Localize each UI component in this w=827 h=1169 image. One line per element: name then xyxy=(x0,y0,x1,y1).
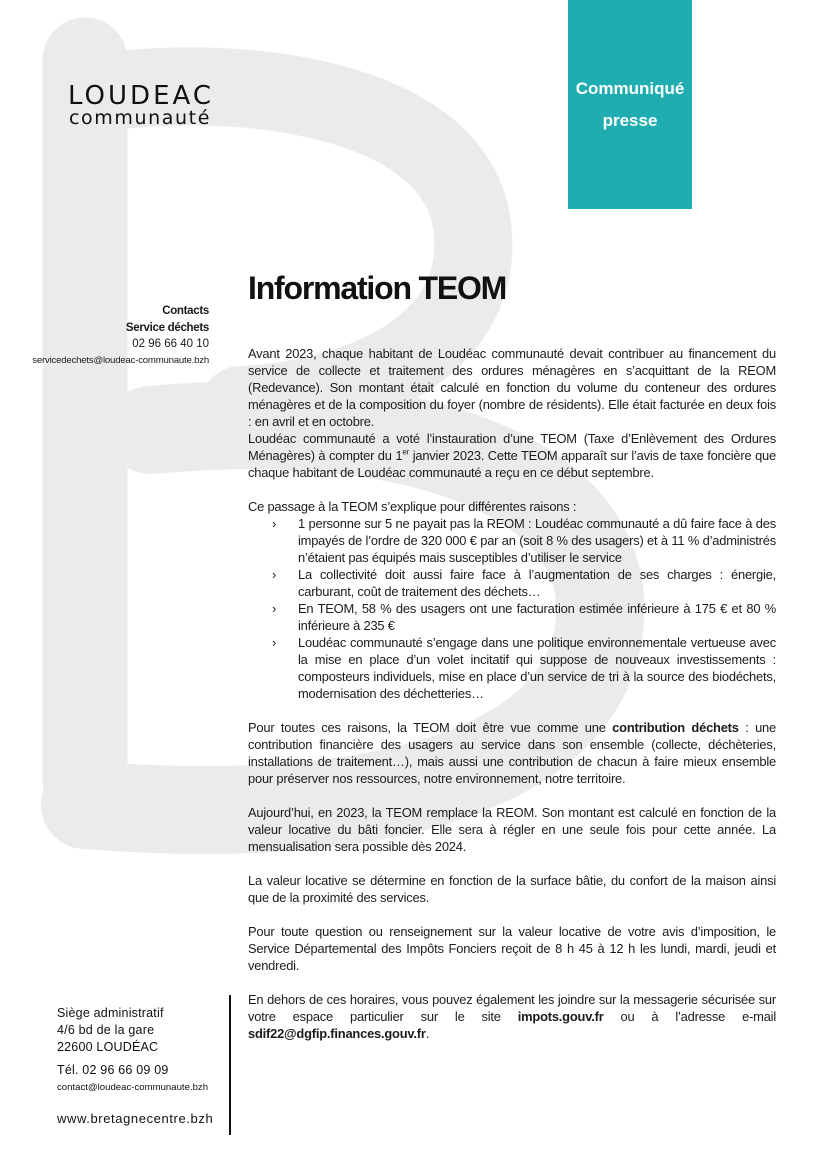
paragraph-4 xyxy=(248,719,776,787)
contacts-service: Service déchets xyxy=(125,321,209,334)
footer-address xyxy=(57,1005,213,1127)
p2-superscript: er xyxy=(402,447,410,457)
paragraph-7: Pour toute question ou renseignement sur la valeur locative de votre avis d’imposition, le Service Départemental des Impôts Fonciers reçoit de 8 h 45 à 12 h les lundi, mardi, jeudi et vendredi. xyxy=(248,924,776,973)
list-item xyxy=(248,515,776,566)
paragraph-6: La valeur locative se détermine en fonction de la surface bâtie, du confort de la maison ainsi que de la proximité des services. xyxy=(248,873,776,905)
sdif-email-link[interactable]: sdif22@dgfip.finances.gouv.fr xyxy=(248,1026,426,1041)
press-release-banner xyxy=(568,0,692,209)
list-item-text: 1 personne sur 5 ne payait pas la REOM : Loudéac communauté a dû faire face à des impayés de l’ordre de 320 000 € par an (soit 8 % des usagers) et à 11 % d’administrés n’étaient pas équipés mais susceptibles d’utiliser le service xyxy=(298,516,776,565)
paragraph-1: Avant 2023, chaque habitant de Loudéac communauté devait contribuer au financement du service de collecte et traitement des ordures ménagères en s’acquittant de la REOM (Redevance). Son montant était calculé en fonction du volume du conteneur des ordures ménagères et de la composition du foyer (nombre de résidents). Elle était facturée en deux fois : en avril et en octobre. xyxy=(248,346,776,429)
list-item xyxy=(248,634,776,702)
logo-subtitle: communauté xyxy=(69,107,211,129)
footer-email: contact@loudeac-communaute.bzh xyxy=(57,1082,209,1093)
reasons-list xyxy=(248,515,776,702)
list-item xyxy=(248,566,776,600)
paragraph-8 xyxy=(248,991,776,1042)
article-body xyxy=(248,345,776,1042)
paragraph-5: Aujourd’hui, en 2023, la TEOM remplace la REOM. Son montant est calculé en fonction de la valeur locative du bâti foncier. Elle sera à régler en une seule fois pour cette année. La mensualisation sera possible dès 2024. xyxy=(248,805,776,854)
p8-text-a: En dehors de ces horaires, vous pouvez également les joindre sur la messagerie sécurisée sur votre espace particulier sur le site xyxy=(248,992,776,1024)
footer-phone: Tél. 02 96 66 09 09 xyxy=(57,1063,169,1077)
bullet-marker: › xyxy=(272,516,277,531)
footer-website[interactable]: www.bretagnecentre.bzh xyxy=(57,1111,214,1126)
bullet-marker: › xyxy=(272,567,277,582)
paragraph-3: Ce passage à la TEOM s’explique pour différentes raisons : xyxy=(248,499,577,514)
p2-text-a: Loudéac communauté a voté l’instauration d’une TEOM (Taxe d’Enlèvement des Ordures Ménagères) à compter du 1 xyxy=(248,431,776,463)
loudeac-logo xyxy=(68,82,228,128)
list-item-text: Loudéac communauté s’engage dans une politique environnementale vertueuse avec la mise en place d’un volet incitatif qui suppose de nouveaux investissements : composteurs individuels, mise en place d’un service de tri à la source des biodéchets, modernisation des déchetteries… xyxy=(298,635,776,701)
banner-line-1: Communiqué xyxy=(575,78,685,98)
p8-text-b: ou à l’adresse e-mail xyxy=(603,1009,776,1024)
list-item xyxy=(248,600,776,634)
bullet-marker: › xyxy=(272,635,277,650)
contacts-block xyxy=(32,303,209,369)
p4-bold: contribution déchets xyxy=(612,720,739,735)
contacts-email: servicedechets@loudeac-communaute.bzh xyxy=(32,354,209,366)
page-title: Information TEOM xyxy=(248,270,507,306)
p8-text-c: . xyxy=(425,1026,430,1041)
bullet-marker: › xyxy=(272,601,277,616)
footer-address-2: 22600 LOUDÉAC xyxy=(57,1040,159,1054)
p4-text-b: : une contribution financière des usagers au service dans son ensemble (collecte, déchèteries, installations de traitement…), mais aussi une contribution de chacun à faire mieux ensemble pour préserver nos ressources, notre environnement, notre territoire. xyxy=(248,720,776,786)
impots-link[interactable]: impots.gouv.fr xyxy=(517,1009,604,1024)
paragraph-2 xyxy=(248,430,776,481)
list-item-text: La collectivité doit aussi faire face à l’augmentation de ses charges : énergie, carburant, coût de traitement des déchets… xyxy=(298,567,776,599)
p4-text-a: Pour toutes ces raisons, la TEOM doit être vue comme une xyxy=(248,720,613,735)
footer-divider xyxy=(229,995,231,1135)
footer-label: Siège administratif xyxy=(57,1006,164,1020)
footer-address-1: 4/6 bd de la gare xyxy=(57,1023,155,1037)
list-item-text: En TEOM, 58 % des usagers ont une facturation estimée inférieure à 175 € et 80 % inférieure à 235 € xyxy=(298,601,776,633)
contacts-heading: Contacts xyxy=(162,305,209,317)
contacts-phone: 02 96 66 40 10 xyxy=(132,338,209,350)
banner-line-2: presse xyxy=(602,110,658,130)
logo-wordmark: LOUDEAC xyxy=(68,81,214,111)
p2-text-b: janvier 2023. Cette TEOM apparaît sur l’avis de taxe foncière que chaque habitant de Loudéac communauté a reçu en ce début septembre. xyxy=(248,448,776,480)
